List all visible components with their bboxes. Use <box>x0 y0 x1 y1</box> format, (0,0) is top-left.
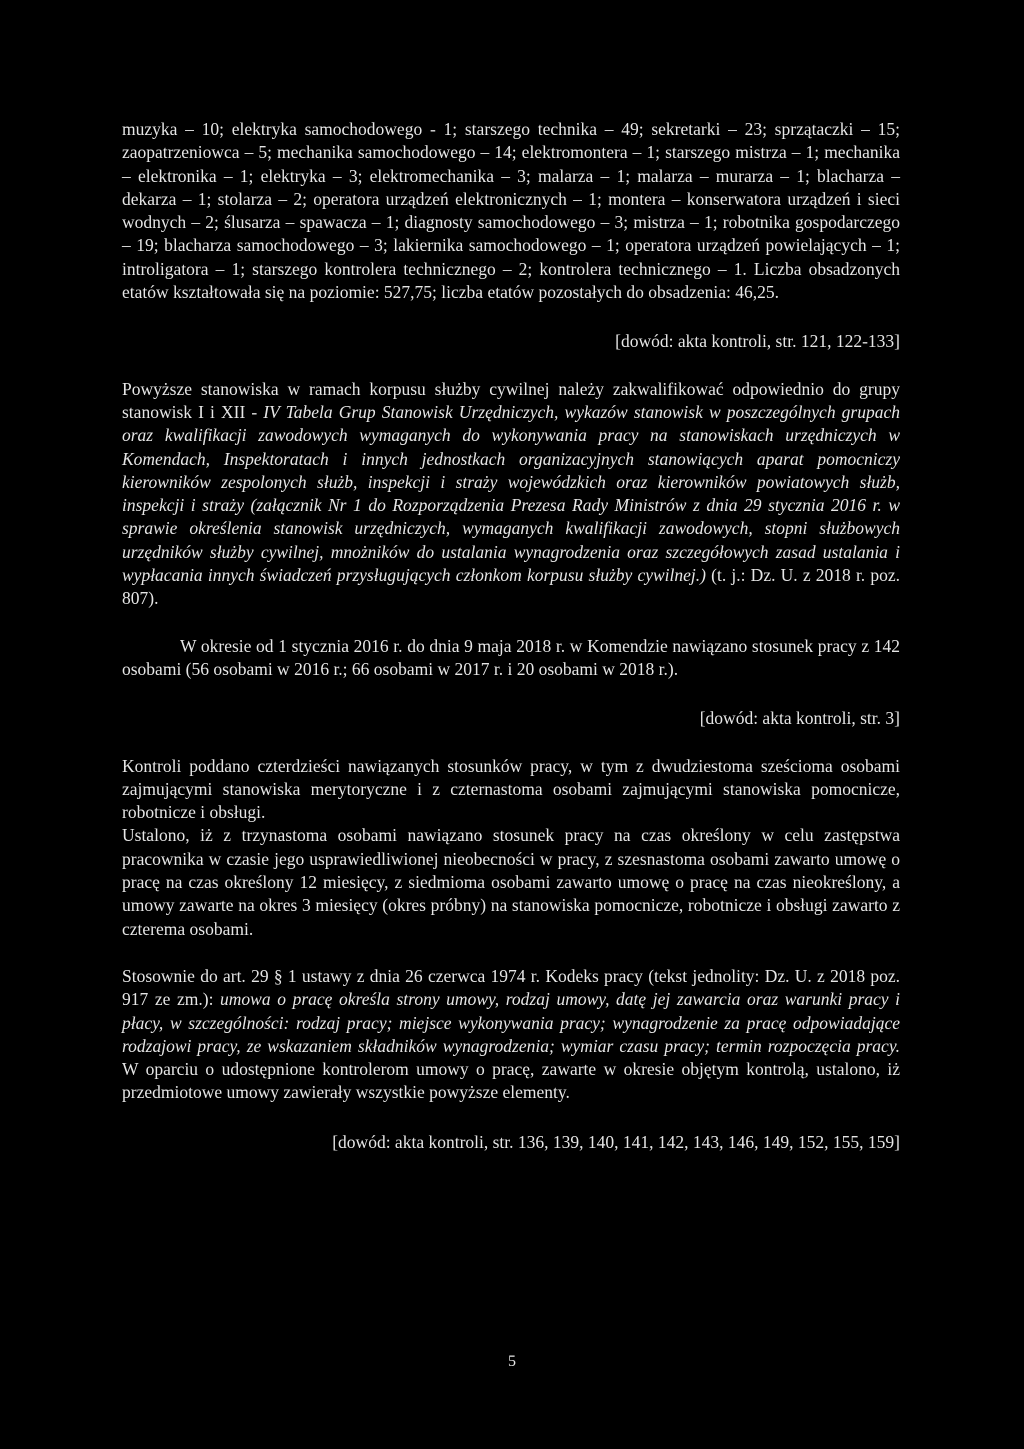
employment-period-paragraph: W okresie od 1 stycznia 2016 r. do dnia 9 maja 2018 r. w Komendzie nawiązano stosunek pracy z 142 osobami (56 osobami w 2016 r.; 66 osobami w 2017 r. i 20 osobami w 2018 r.). <box>122 635 900 679</box>
labour-code-paragraph <box>122 965 900 1105</box>
classification-paragraph <box>122 378 900 611</box>
classification-tail-text: (t. j.: Dz. U. z 2018 r. poz. 807). <box>122 565 900 609</box>
labour-code-tail-text: W oparciu o udostępnione kontrolerom umowy o pracę, zawarte w okresie objętym kontrolą, ustalono, iż przedmiotowe umowy zawierały wszystkie powyższe elementy. <box>122 1059 900 1103</box>
classification-lead-text: Powyższe stanowiska w ramach korpusu służby cywilnej należy zakwalifikować odpowiednio do grupy stanowisk I i XII - <box>122 378 900 422</box>
evidence-reference: [dowód: akta kontroli, str. 136, 139, 140, 141, 142, 143, 146, 149, 152, 155, 159] <box>332 1131 900 1152</box>
labour-code-lead-text: Stosownie do art. 29 § 1 ustawy z dnia 26 czerwca 1974 r. Kodeks pracy (tekst jednolity: Dz. U. z 2018 poz. 917 ze zm.): <box>122 965 900 1010</box>
evidence-reference: [dowód: akta kontroli, str. 121, 122-133] <box>615 331 900 352</box>
findings-paragraph: Ustalono, iż z trzynastoma osobami nawiązano stosunek pracy na czas określony w celu zastępstwa pracownika w czasie jego usprawiedliwionej nieobecności w pracy, z szesnastoma osobami zawarto umowę o pracę na czas określony 12 miesięcy, z siedmioma osobami zawarto umowę o pracę na czas nieokreślony, a umowy zawarte na okres 3 miesięcy (okres próbny) na stanowiska pomocnicze, robotnicze i obsługi zawarto z czterema osobami. <box>122 825 900 939</box>
document-page <box>122 118 900 1154</box>
page-number: 5 <box>508 1353 516 1370</box>
labour-code-citation: umowa o pracę określa strony umowy, rodzaj umowy, datę jej zawarcia oraz warunki pracy i płacy, w szczególności: rodzaj pracy; miejsce wykonywania pracy; wynagrodzenie za pracę odpowiadające rodzajowi pracy, ze wskazaniem składników wynagrodzenia; wymiar czasu pracy; termin rozpoczęcia pracy. <box>122 989 901 1056</box>
control-scope-paragraph: Kontroli poddano czterdzieści nawiązanych stosunków pracy, w tym z dwudziestoma sześcioma osobami zajmującymi stanowiska merytoryczne i z czternastoma osobami zajmującymi stanowiska pomocnicze, robotnicze i obsługi. <box>122 755 900 823</box>
regulation-citation: IV Tabela Grup Stanowisk Urzędniczych, wykazów stanowisk w poszczególnych grupach oraz kwalifikacji zawodowych wymaganych do wykonywania pracy na stanowiskach urzędniczych w Komendach, Inspektoratach i innych jednostkach organizacyjnych stanowiących aparat pomocniczy kierowników zespolonych służb, inspekcji i straży wojewódzkich oraz kierowników powiatowych służb, inspekcji i straży (załącznik Nr 1 do Rozporządzenia Prezesa Rady Ministrów z dnia 29 stycznia 2016 r. w sprawie określenia stanowisk urzędniczych, wymaganych kwalifikacji zawodowych, stopni służbowych urzędników służby cywilnej, mnożników do ustalania wynagrodzenia oraz szczegółowych zasad ustalania i wypłacania innych świadczeń przysługujących członkom korpusu służby cywilnej.) <box>122 401 901 586</box>
staff-list-paragraph: muzyka – 10; elektryka samochodowego - 1; starszego technika – 49; sekretarki – 23; sprzątaczki – 15; zaopatrzeniowca – 5; mechanika samochodowego – 14; elektromontera – 1; starszego mistrza – 1; mechanika – elektronika – 1; elektryka – 3; elektromechanika – 3; malarza – 1; malarza – murarza – 1; blacharza – dekarza – 1; stolarza – 2; operatora urządzeń elektronicznych – 1; montera – konserwatora urządzeń i sieci wodnych – 2; ślusarza – spawacza – 1; diagnosty samochodowego – 3; mistrza – 1; robotnika gospodarczego – 19; blacharza samochodowego – 3; lakiernika samochodowego – 1; operatora urządzeń powielających – 1; introligatora – 1; starszego kontrolera technicznego – 2; kontrolera technicznego – 1. Liczba obsadzonych etatów kształtowała się na poziomie: 527,75; liczba etatów pozostałych do obsadzenia: 46,25. <box>122 119 900 303</box>
evidence-reference: [dowód: akta kontroli, str. 3] <box>699 708 900 729</box>
